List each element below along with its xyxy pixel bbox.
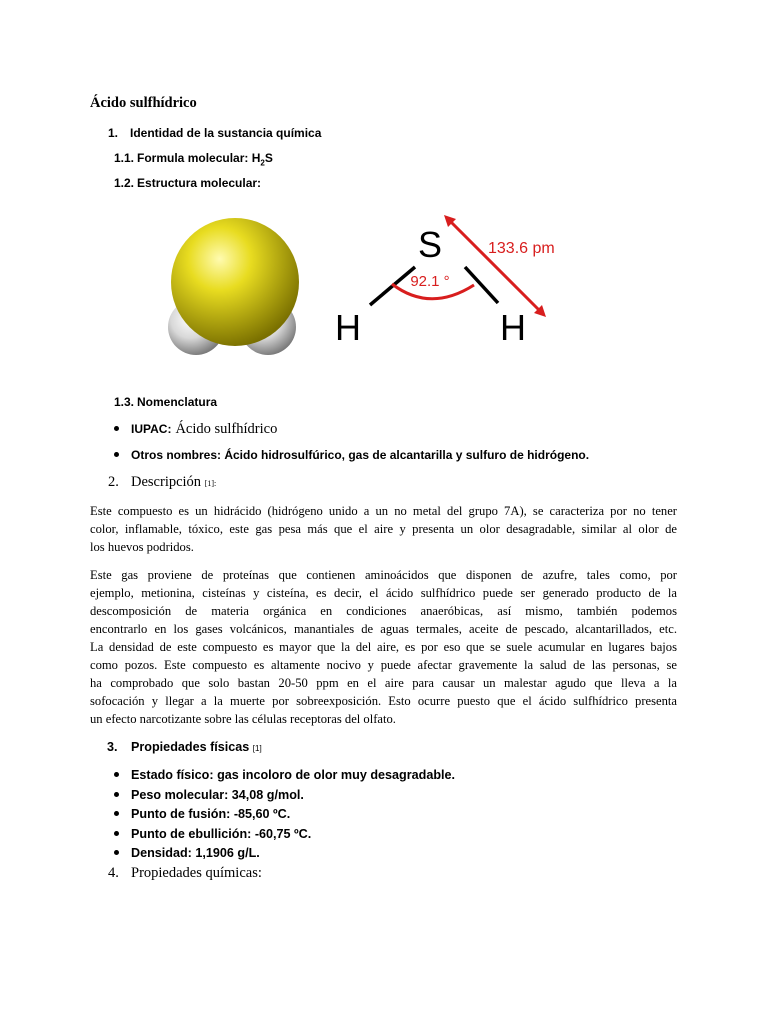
subsection-1-3-number: 1.3. (114, 395, 135, 409)
formula-subscript: 2 (260, 158, 265, 168)
bullet-icon (114, 772, 119, 777)
section-2-ref: [1]: (204, 479, 217, 488)
subsection-1-1-number: 1.1. (114, 151, 135, 165)
subsection-1-3 (114, 395, 217, 409)
iupac-value: Ácido sulfhídrico (175, 421, 278, 437)
paragraph-line: La densidad de este compuesto es mayor que la del aire, es por eso que se suele acumular en lugares bajos (90, 640, 677, 654)
list-item (114, 786, 455, 806)
document-title: Ácido sulfhídrico (90, 95, 197, 111)
property-density: Densidad: 1,1906 g/L. (131, 846, 260, 860)
section-1-number: 1. (108, 126, 119, 140)
paragraph-line: ha comprobado que solo bastan 20-50 ppm en el aire para causar un malestar agudo que lleva a la (90, 676, 677, 690)
property-melting-point: Punto de fusión: -85,60 ºC. (131, 807, 291, 821)
list-item (114, 825, 455, 845)
list-item (114, 844, 455, 864)
section-3-ref: [1] (252, 744, 262, 753)
atom-h-right-label: H (500, 307, 526, 348)
property-boiling-point: Punto de ebullición: -60,75 ºC. (131, 826, 312, 841)
property-molecular-weight: Peso molecular: 34,08 g/mol. (131, 787, 304, 802)
atom-h-left-label: H (335, 307, 361, 348)
section-3-heading (107, 740, 262, 754)
bond-right (465, 267, 498, 303)
section-2-heading (108, 474, 216, 491)
atom-s-label: S (417, 224, 443, 265)
list-item (114, 766, 455, 786)
subsection-1-1 (114, 151, 273, 167)
paragraph-line: descomposición de materia orgánica en condiciones anaeróbicas, así mismo, también podemos (90, 604, 677, 618)
paragraph-line: los huevos podridos. (90, 540, 194, 554)
structural-diagram (320, 205, 570, 355)
nomenclature-others (114, 448, 589, 462)
iupac-label: IUPAC: (131, 422, 172, 436)
other-names: Otros nombres: Ácido hidrosulfúrico, gas de alcantarilla y sulfuro de hidrógeno. (131, 448, 590, 462)
paragraph-line: Este gas proviene de proteínas que contienen aminoácidos que disponen de azufre, tales como, por (90, 568, 677, 582)
bullet-icon (114, 792, 119, 797)
bullet-icon (114, 426, 119, 431)
section-4-label: Propiedades químicas: (131, 865, 262, 881)
description-paragraph-2 (90, 566, 677, 728)
property-state: Estado físico: gas incoloro de olor muy desagradable. (131, 768, 456, 782)
paragraph-line: un efecto narcotizante sobre las células receptoras del olfato. (90, 712, 396, 726)
description-paragraph-1 (90, 502, 677, 556)
sulfur-sphere (171, 218, 299, 346)
space-filling-model (160, 210, 310, 360)
paragraph-line: sofocación y llegar a la muerte por sobreexposición. Esto ocurre puesto que el ácido sulfhídrico presenta (90, 694, 677, 708)
bullet-icon (114, 850, 119, 855)
bullet-icon (114, 831, 119, 836)
section-1-label: Identidad de la sustancia química (130, 126, 322, 140)
nomenclature-iupac (114, 420, 277, 438)
paragraph-line: Este compuesto es un hidrácido (hidrógeno unido a un no metal del grupo 7A), se caracteriza por no tener (90, 504, 677, 518)
section-2-label: Descripción (131, 474, 202, 490)
bullet-icon (114, 811, 119, 816)
subsection-1-2-number: 1.2. (114, 176, 135, 190)
paragraph-line: como pozos. Este compuesto es altamente nocivo y puede afectar gravemente la salud de las personas, se (90, 658, 677, 672)
paragraph-line: color, inflamable, tóxico, este gas pesa más que el aire y presenta un olor desagradable, similar al olor de (90, 522, 677, 536)
subsection-1-3-label: Nomenclatura (137, 395, 218, 409)
formula-label: Formula molecular: H (137, 151, 261, 165)
bond-length-label: 133.6 pm (488, 240, 555, 257)
subsection-1-2 (114, 176, 261, 190)
paragraph-line: encontrarlo en los gases volcánicos, manantiales de aguas termales, aceite de pescado, alcantarillados, etc. (90, 622, 677, 636)
section-1-heading (108, 126, 321, 140)
section-4-heading (108, 865, 262, 882)
paragraph-line: ejemplo, metionina, cisteínas y cisteína, es decir, el ácido sulfhídrico puede ser generado producto de la (90, 586, 677, 600)
section-3-label: Propiedades físicas (131, 740, 250, 754)
bullet-icon (114, 452, 119, 457)
formula-suffix: S (264, 151, 273, 165)
section-4-number: 4. (108, 865, 119, 881)
physical-properties-list (114, 766, 455, 864)
section-3-number: 3. (107, 740, 118, 754)
section-2-number: 2. (108, 474, 119, 490)
angle-label: 92.1 ° (410, 273, 450, 290)
list-item (114, 805, 455, 825)
subsection-1-2-label: Estructura molecular: (137, 176, 262, 190)
